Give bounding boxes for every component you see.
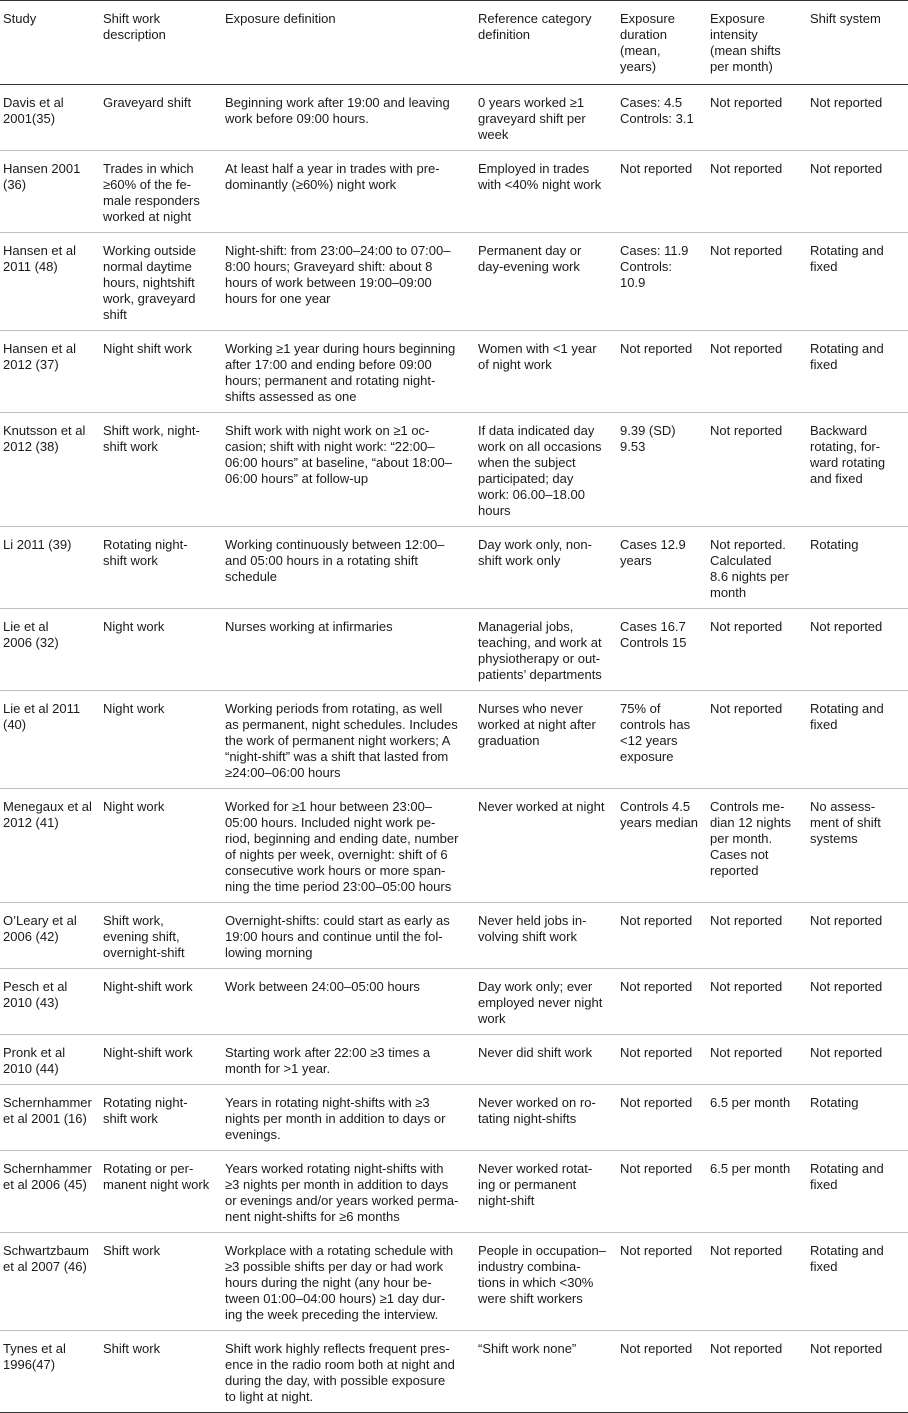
cell-exposure-intensity: Not reported (710, 1243, 783, 1258)
header-reference-category: Reference category definition (478, 11, 592, 42)
cell-study: Tynes et al 1996(47) (3, 1341, 66, 1372)
cell-study: Schwartzbaum et al 2007 (46) (3, 1243, 89, 1274)
cell-reference-category: Day work only, non- shift work only (478, 537, 592, 568)
cell-exposure-intensity: Not reported (710, 1045, 783, 1060)
header-exposure-duration: Exposure duration (mean, years) (620, 11, 675, 74)
table-row (0, 85, 908, 151)
cell-reference-category: Nurses who never worked at night after graduation (478, 701, 596, 748)
cell-shift-system: Rotating (810, 537, 859, 552)
cell-exposure-definition: Work between 24:00–05:00 hours (225, 979, 420, 994)
cell-exposure-duration: Not reported (620, 161, 693, 176)
cell-study: Hansen et al 2011 (48) (3, 243, 76, 274)
cell-shift-work-description: Night-shift work (103, 1045, 193, 1060)
table-header (0, 1, 908, 85)
cell-study: Schernhammer et al 2001 (16) (3, 1095, 92, 1126)
cell-exposure-duration: Cases: 4.5 Controls: 3.1 (620, 95, 694, 126)
cell-reference-category: Day work only; ever employed never night work (478, 979, 603, 1026)
table-row (0, 413, 908, 527)
cell-exposure-definition: Shift work highly reflects frequent pres- ence in the radio room both at night and during the day, with possible exposure to light at night. (225, 1341, 455, 1404)
cell-shift-work-description: Shift work, night- shift work (103, 423, 200, 454)
cell-exposure-intensity: Controls me- dian 12 nights per month. Cases not reported (710, 799, 791, 878)
cell-exposure-duration: Not reported (620, 913, 693, 928)
cell-study: Hansen et al 2012 (37) (3, 341, 76, 372)
header-shift-system: Shift system (810, 11, 881, 26)
cell-exposure-intensity: Not reported (710, 913, 783, 928)
cell-study: Pronk et al 2010 (44) (3, 1045, 66, 1076)
cell-exposure-definition: Workplace with a rotating schedule with ≥3 possible shifts per day or had work hours during the night (any hour be- tween 01:00–04:00 hours) ≥1 day dur- ing the week preceding the interview. (225, 1243, 454, 1322)
table-row (0, 903, 908, 969)
cell-exposure-intensity: Not reported (710, 423, 783, 438)
cell-exposure-intensity: 6.5 per month (710, 1161, 791, 1176)
cell-study: Lie et al 2006 (32) (3, 619, 59, 650)
header-exposure-definition: Exposure definition (225, 11, 336, 26)
cell-exposure-definition: At least half a year in trades with pre- dominantly (≥60%) night work (225, 161, 440, 192)
cell-exposure-duration: Not reported (620, 1161, 693, 1176)
cell-exposure-duration: Not reported (620, 979, 693, 994)
cell-exposure-intensity: Not reported. Calculated 8.6 nights per month (710, 537, 789, 600)
table-row (0, 789, 908, 903)
cell-shift-system: No assess- ment of shift systems (810, 799, 881, 846)
cell-study: Knutsson et al 2012 (38) (3, 423, 86, 454)
cell-reference-category: 0 years worked ≥1 graveyard shift per week (478, 95, 586, 142)
table-row (0, 1151, 908, 1233)
cell-shift-system: Not reported (810, 161, 883, 176)
cell-exposure-duration: Not reported (620, 1243, 693, 1258)
cell-shift-system: Not reported (810, 1045, 883, 1060)
cell-shift-system: Not reported (810, 913, 883, 928)
cell-exposure-intensity: Not reported (710, 1341, 783, 1356)
header-study: Study (3, 11, 37, 26)
cell-reference-category: Never worked at night (478, 799, 605, 814)
cell-shift-system: Rotating and fixed (810, 1161, 884, 1192)
cell-reference-category: Managerial jobs, teaching, and work at physiotherapy or out- patients’ departments (478, 619, 602, 682)
cell-study: Hansen 2001 (36) (3, 161, 81, 192)
table-body (0, 85, 908, 1413)
cell-exposure-definition: Nurses working at infirmaries (225, 619, 393, 634)
table-row (0, 1331, 908, 1413)
cell-exposure-intensity: Not reported (710, 341, 783, 356)
cell-reference-category: “Shift work none” (478, 1341, 577, 1356)
cell-reference-category: If data indicated day work on all occasions when the subject participated; day work: 06.00–18.00 hours (478, 423, 602, 518)
table-row (0, 969, 908, 1035)
cell-exposure-definition: Overnight-shifts: could start as early as 19:00 hours and continue until the fol- lowing morning (225, 913, 450, 960)
cell-study: Schernhammer et al 2006 (45) (3, 1161, 92, 1192)
table-row (0, 609, 908, 691)
cell-shift-work-description: Night-shift work (103, 979, 193, 994)
cell-exposure-duration: Controls 4.5 years median (620, 799, 699, 830)
table-row (0, 233, 908, 331)
cell-shift-system: Not reported (810, 979, 883, 994)
cell-exposure-duration: Not reported (620, 1045, 693, 1060)
cell-exposure-duration: Cases 16.7 Controls 15 (620, 619, 687, 650)
cell-exposure-definition: Beginning work after 19:00 and leaving work before 09:00 hours. (225, 95, 450, 126)
cell-exposure-definition: Worked for ≥1 hour between 23:00– 05:00 hours. Included night work pe- riod, beginning and ending date, number of nights per week, overnight: shift of 6 consecutive work hours or more span- ning the time period 23:00–05:00 hours (225, 799, 459, 894)
cell-reference-category: Never did shift work (478, 1045, 593, 1060)
cell-shift-work-description: Rotating or per- manent night work (103, 1161, 210, 1192)
cell-study: Davis et al 2001(35) (3, 95, 64, 126)
cell-reference-category: Permanent day or day-evening work (478, 243, 582, 274)
cell-exposure-intensity: Not reported (710, 979, 783, 994)
cell-shift-system: Rotating and fixed (810, 701, 884, 732)
cell-shift-work-description: Trades in which ≥60% of the fe- male responders worked at night (103, 161, 200, 224)
cell-shift-system: Not reported (810, 1341, 883, 1356)
cell-exposure-definition: Working continuously between 12:00– and 05:00 hours in a rotating shift schedule (225, 537, 445, 584)
cell-exposure-intensity: Not reported (710, 161, 783, 176)
cell-exposure-definition: Working ≥1 year during hours beginning after 17:00 and ending before 09:00 hours; permanent and rotating night- shifts assessed as one (225, 341, 456, 404)
cell-exposure-duration: Not reported (620, 1341, 693, 1356)
cell-exposure-intensity: Not reported (710, 243, 783, 258)
cell-shift-work-description: Shift work (103, 1341, 161, 1356)
cell-shift-system: Not reported (810, 619, 883, 634)
cell-study: Pesch et al 2010 (43) (3, 979, 68, 1010)
cell-shift-work-description: Night work (103, 799, 165, 814)
cell-study: O’Leary et al 2006 (42) (3, 913, 77, 944)
cell-reference-category: Never worked rotat- ing or permanent night-shift (478, 1161, 593, 1208)
cell-exposure-definition: Years in rotating night-shifts with ≥3 nights per month in addition to days or evenings. (225, 1095, 446, 1142)
header-shift-work-description: Shift work description (103, 11, 166, 42)
cell-shift-work-description: Graveyard shift (103, 95, 192, 110)
cell-shift-work-description: Night shift work (103, 341, 192, 356)
cell-study: Lie et al 2011 (40) (3, 701, 81, 732)
cell-exposure-definition: Night-shift: from 23:00–24:00 to 07:00– 8:00 hours; Graveyard shift: about 8 hours of work between 19:00–09:00 hours for one year (225, 243, 451, 306)
cell-shift-work-description: Shift work, evening shift, overnight-shift (103, 913, 185, 960)
cell-shift-work-description: Night work (103, 701, 165, 716)
table-row (0, 1233, 908, 1331)
table-row (0, 151, 908, 233)
cell-exposure-duration: 75% of controls has <12 years exposure (620, 701, 691, 764)
cell-reference-category: Never worked on ro- tating night-shifts (478, 1095, 596, 1126)
cell-reference-category: People in occupation– industry combina- tions in which <30% were shift workers (478, 1243, 606, 1306)
cell-exposure-intensity: Not reported (710, 95, 783, 110)
cell-shift-work-description: Rotating night- shift work (103, 537, 188, 568)
cell-study: Li 2011 (39) (3, 537, 72, 552)
cell-exposure-intensity: Not reported (710, 619, 783, 634)
cell-shift-system: Backward rotating, for- ward rotating and fixed (810, 423, 886, 486)
cell-exposure-definition: Starting work after 22:00 ≥3 times a month for >1 year. (225, 1045, 431, 1076)
header-row (0, 1, 908, 85)
cell-shift-system: Rotating and fixed (810, 341, 884, 372)
cell-exposure-definition: Shift work with night work on ≥1 oc- casion; shift with night work: “22:00– 06:00 hours” at baseline, “about 18:00– 06:00 hours” at follow-up (225, 423, 452, 486)
cell-study: Menegaux et al 2012 (41) (3, 799, 92, 830)
cell-shift-work-description: Rotating night- shift work (103, 1095, 188, 1126)
cell-exposure-intensity: Not reported (710, 701, 783, 716)
cell-exposure-definition: Years worked rotating night-shifts with ≥3 nights per month in addition to days or evenings and/or years worked perma- nent night-shifts for ≥6 months (225, 1161, 459, 1224)
cell-exposure-intensity: 6.5 per month (710, 1095, 791, 1110)
cell-reference-category: Never held jobs in- volving shift work (478, 913, 587, 944)
cell-exposure-definition: Working periods from rotating, as well as permanent, night schedules. Includes the work of permanent night workers; A “night-shift” was a shift that lasted from ≥24:00–06:00 hours (225, 701, 458, 780)
table-row (0, 527, 908, 609)
table-row (0, 1035, 908, 1085)
table-row (0, 331, 908, 413)
header-exposure-intensity: Exposure intensity (mean shifts per month) (710, 11, 781, 74)
table-row (0, 1085, 908, 1151)
cell-exposure-duration: Not reported (620, 341, 693, 356)
cell-shift-system: Not reported (810, 95, 883, 110)
cell-reference-category: Women with <1 year of night work (478, 341, 597, 372)
cell-exposure-duration: Cases 12.9 years (620, 537, 686, 568)
cell-shift-system: Rotating and fixed (810, 243, 884, 274)
cell-shift-work-description: Shift work (103, 1243, 161, 1258)
cell-exposure-duration: Not reported (620, 1095, 693, 1110)
cell-exposure-duration: 9.39 (SD) 9.53 (620, 423, 676, 454)
cell-shift-work-description: Working outside normal daytime hours, nightshift work, graveyard shift (103, 243, 196, 322)
cell-shift-system: Rotating (810, 1095, 859, 1110)
cell-shift-system: Rotating and fixed (810, 1243, 884, 1274)
cell-reference-category: Employed in trades with <40% night work (478, 161, 602, 192)
cell-shift-work-description: Night work (103, 619, 165, 634)
table-row (0, 691, 908, 789)
cell-exposure-duration: Cases: 11.9 Controls: 10.9 (620, 243, 689, 290)
